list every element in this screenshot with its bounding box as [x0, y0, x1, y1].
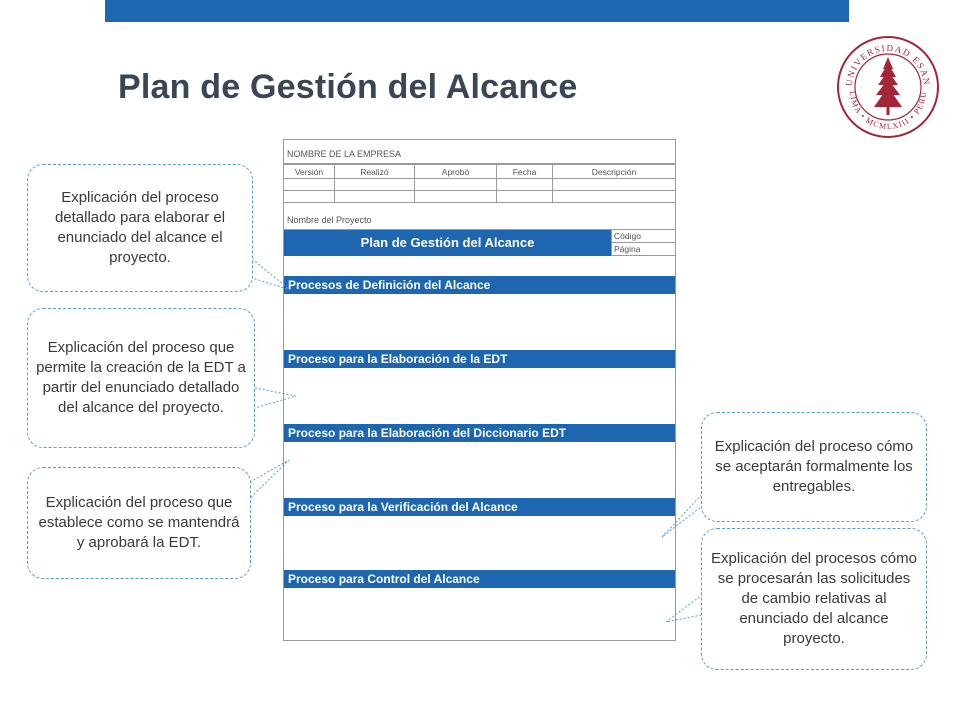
column-description: Descripción: [553, 165, 676, 179]
version-table-header: [284, 165, 675, 179]
table-row: [284, 179, 675, 191]
column-date: Fecha: [497, 165, 553, 179]
callout-verification: Explicación del proceso cómo se aceptarán formalmente los entregables.: [701, 412, 927, 522]
section-edt-elaboration: Proceso para la Elaboración de la EDT: [284, 350, 675, 368]
code-field: Código: [611, 230, 675, 243]
project-name-field: Nombre del Proyecto: [284, 206, 675, 230]
section-scope-definition: Procesos de Definición del Alcance: [284, 276, 675, 294]
plan-title: Plan de Gestión del Alcance: [284, 230, 611, 256]
section-scope-verification: Proceso para la Verificación del Alcance: [284, 498, 675, 516]
seal-text-top: UNIVERSIDAD ESAN: [843, 42, 933, 87]
section-scope-control: Proceso para Control del Alcance: [284, 570, 675, 588]
column-made-by: Realizó: [335, 165, 415, 179]
callout-definition: Explicación del proceso detallado para elaborar el enunciado del alcance el proyecto.: [27, 164, 253, 292]
column-approved-by: Aprobó: [415, 165, 497, 179]
section-edt-dictionary: Proceso para la Elaboración del Diccionario EDT: [284, 424, 675, 442]
table-row: [284, 191, 675, 203]
version-table: [284, 164, 675, 203]
callout-dictionary: Explicación del proceso que establece como se mantendrá y aprobará la EDT.: [27, 467, 251, 579]
page-field: Página: [611, 243, 675, 256]
callout-control: Explicación del procesos cómo se procesarán las solicitudes de cambio relativas al enunciado del alcance proyecto.: [701, 528, 927, 670]
tree-icon: [874, 57, 902, 115]
plan-header-row: [284, 230, 675, 256]
scope-plan-form: [283, 139, 676, 641]
callout-edt: Explicación del proceso que permite la creación de la EDT a partir del enunciado detallado del alcance del proyecto.: [27, 308, 255, 448]
top-accent-bar: [105, 0, 849, 22]
column-version: Versión: [284, 165, 335, 179]
seal-text-bottom: LIMA • MCMLXIII • PERU: [847, 90, 929, 132]
university-seal-icon: [836, 35, 940, 139]
slide-title: Plan de Gestión del Alcance: [118, 68, 578, 106]
company-name-field: NOMBRE DE LA EMPRESA: [284, 140, 675, 164]
